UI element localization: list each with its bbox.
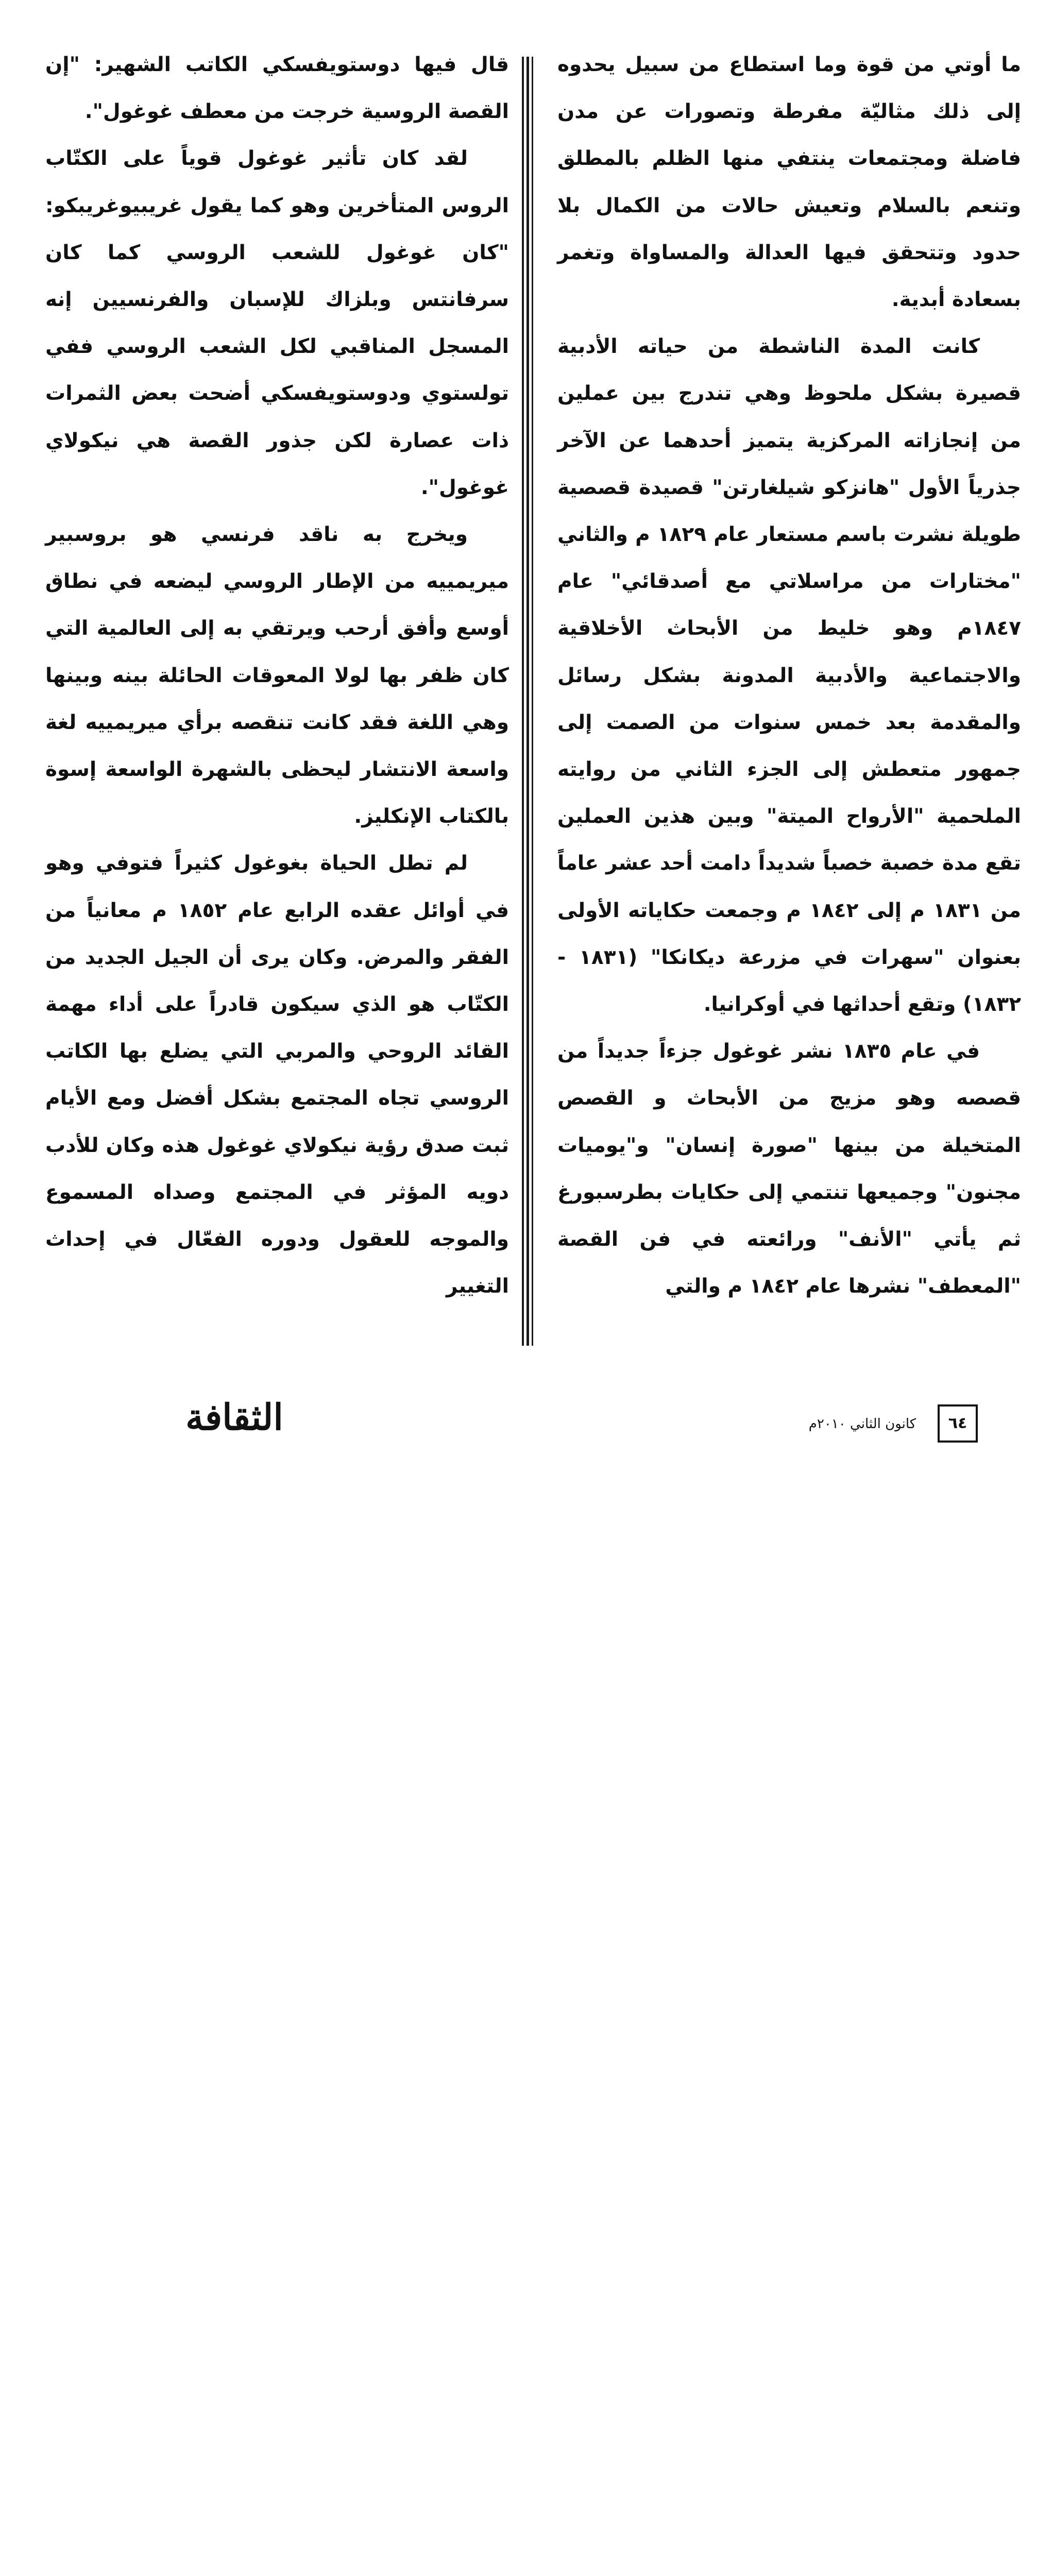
paragraph: ويخرج به ناقد فرنسي هو بروسبير ميريمييه من الإطار الروسي ليضعه في نطاق أوسع وأفق أرحب ويرتقي به إلى العالمية التي كان ظفر بها لولا المعوقات الحائلة بينه وبينها وهي اللغة فقد كانت تنقصه برأي ميريمييه لغة واسعة الانتشار ليحظى بالشهرة الواسعة إسوة بالكتاب الإنكليز. (45, 523, 509, 828)
column-divider (522, 57, 534, 1346)
paragraph: قال فيها دوستويفسكي الكاتب الشهير: "إن القصة الروسية خرجت من معطف غوغول". (45, 53, 509, 124)
paragraph: لقد كان تأثير غوغول قوياً على الكتّاب الروس المتأخرين وهو كما يقول غريبيوغريبكو: "كان غوغول للشعب الروسي كما كان سرفانتس وبلزاك للإسبان والفرنسيين إنه المسجل المناقبي لكل الشعب الروسي ففي تولستوي ودوستويفسكي أضحت بعض الثمرات ذات عصارة لكن جذور القصة هي نيكولاي غوغول". (45, 147, 509, 499)
issue-date: كانون الثاني ٢٠١٠م (793, 1414, 931, 1434)
paragraph: في عام ١٨٣٥ نشر غوغول جزءاً جديداً من قصصه وهو مزيج من الأبحاث و القصص المتخيلة من بينها "صورة إنسان" و"يوميات مجنون" وجميعها تنتمي إلى حكايات بطرسبورغ ثم يأتي "الأنف" ورائعته في فن القصة "المعطف" نشرها عام ١٨٤٢ م والتي (557, 1040, 1021, 1298)
magazine-logo: الثقافة (185, 1396, 283, 1438)
text-column-right (557, 41, 1021, 1310)
paragraph: ما أوتي من قوة وما استطاع من سبيل يحدوه إلى ذلك مثاليّة مفرطة وتصورات عن مدن فاضلة ومجتمعات ينتفي منها الظلم بالمطلق وتنعم بالسلام وتعيش حالات من الكمال بلا حدود وتتحقق فيها العدالة والمساواة وتغمر بسعادة أبدية. (557, 53, 1021, 312)
paragraph: لم تطل الحياة بغوغول كثيراً فتوفي وهو في أوائل عقده الرابع عام ١٨٥٢ م معانياً من الفقر والمرض. وكان يرى أن الجيل الجديد من الكتّاب هو الذي سيكون قادراً على أداء مهمة القائد الروحي والمربي التي يضلع بها الكاتب الروسي تجاه المجتمع بشكل أفضل ومع الأيام ثبت صدق رؤية نيكولاي غوغول هذه وكان للأدب دويه المؤثر في المجتمع وصداه المسموع والموجه للعقول ودوره الفعّال في إحداث التغيير (45, 852, 509, 1298)
paragraph: كانت المدة الناشطة من حياته الأدبية قصيرة بشكل ملحوظ وهي تندرج بين عملين من إنجازاته المركزية يتميز أحدهما عن الآخر جذرياً الأول "هانزكو شيلغارتن" قصيدة قصصية طويلة نشرت باسم مستعار عام ١٨٢٩ م والثاني "مختارات من مراسلاتي مع أصدقائي" عام ١٨٤٧م وهو خليط من الأبحاث الأخلاقية والاجتماعية والأدبية المدونة بشكل رسائل والمقدمة بعد خمس سنوات من الصمت إلى جمهور متعطش إلى الجزء الثاني من روايته الملحمية "الأرواح الميتة" وبين هذين العملين تقع مدة خصبة خصباً شديداً دامت أحد عشر عاماً من ١٨٣١ م إلى ١٨٤٢ م وجمعت حكاياته الأولى بعنوان "سهرات في مزرعة ديكانكا" (١٨٣١ - ١٨٣٢) وتقع أحداثها في أوكرانيا. (557, 335, 1021, 1016)
text-column-left (45, 41, 509, 1310)
page-number: ٦٤ (938, 1404, 978, 1443)
